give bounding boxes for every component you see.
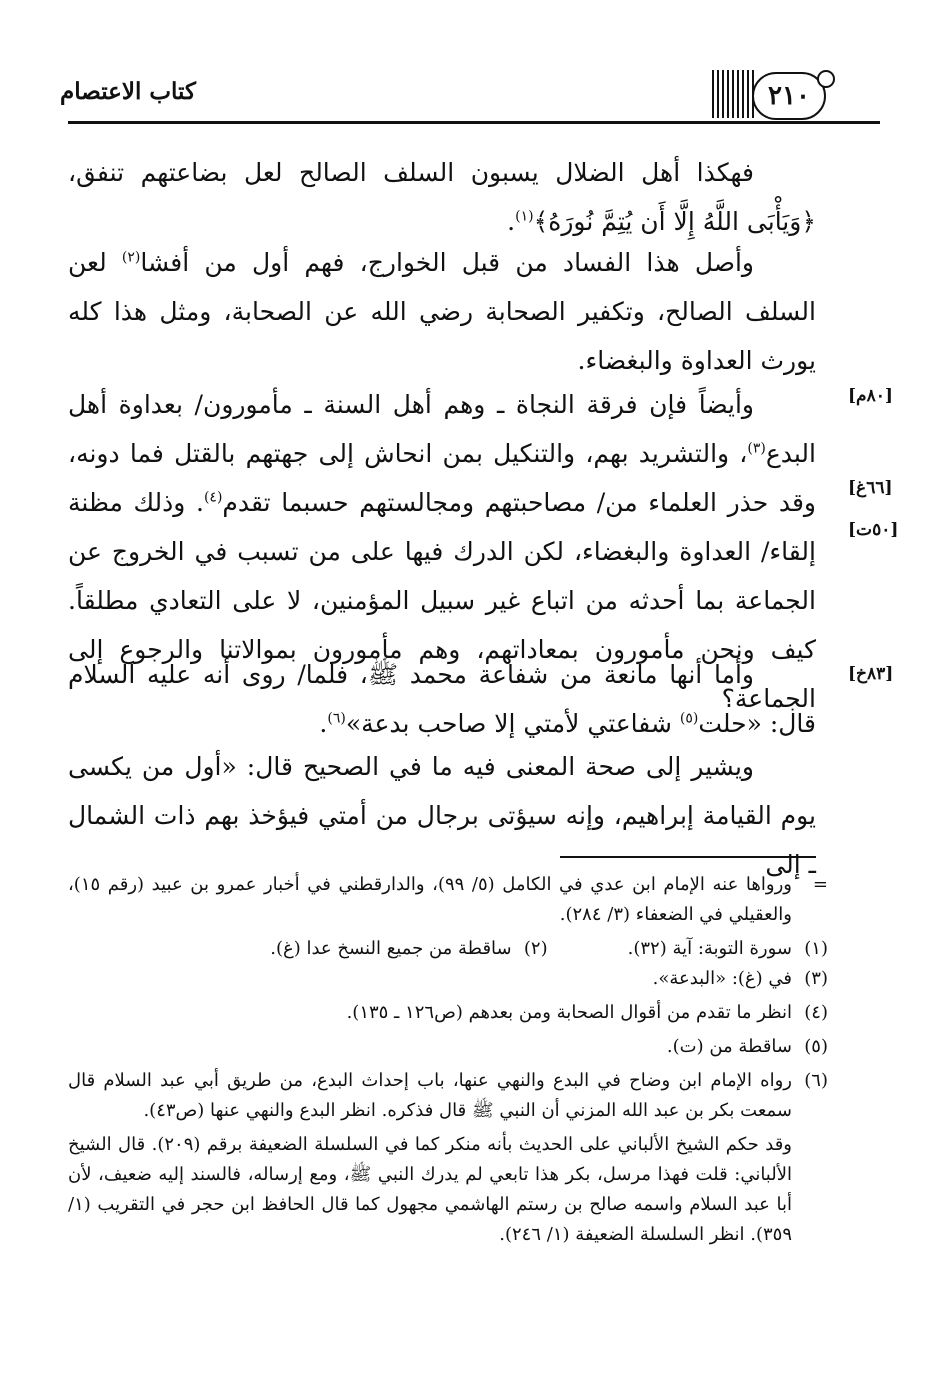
paragraph-text: . [507, 207, 516, 236]
footnote-row [68, 934, 828, 964]
paragraph-text: لعن السلف الصالح، وتكفير الصحابة رضي الله عن الصحابة، ومثل هذا كله يورث العداوة والبغضاء. [68, 248, 816, 375]
footnote-ref: (٢) [121, 249, 141, 266]
footnote-ref: (١) [515, 208, 534, 225]
footnote-number: (٥) [804, 1036, 828, 1057]
footnote-ref: (٣) [747, 440, 766, 457]
footnote-text: ساقطة من (ت). [666, 1036, 792, 1057]
footnote-text: ورواها عنه الإمام ابن عدي في الكامل (٥/ ٩٩)، والدارقطني في أخبار عمرو بن عبيد (رقم ١٥)، والعقيلي في الضعفاء (٣/ ٢٨٤). [68, 874, 792, 925]
footnote-ref: (٤) [203, 489, 223, 506]
margin-note: [٨٣خ] [848, 664, 894, 684]
footnote-row [68, 1066, 828, 1126]
footnote-ref: (٥) [679, 710, 699, 727]
footnote-separator [560, 856, 816, 858]
footnote-number: (٤) [804, 1002, 828, 1023]
footnote-marker: = [812, 874, 828, 895]
paragraph-1 [68, 148, 816, 246]
paragraph-2 [68, 238, 816, 385]
footnote-continuation [68, 870, 828, 930]
paragraph-text: . وذلك مظنة إلقاء/ العداوة والبغضاء، لكن الدرك فيها على من تسبب في الخروج عن الجماعة بما أحدثه من اتباع غير سبيل المؤمنين، لا على التعادي مطلقاً. كيف ونحن مأمورون بمعاداتهم، وهم مأمورون بموالاتنا والرجوع إلى الجماعة؟ [68, 488, 816, 713]
paragraph-text: . [319, 709, 328, 738]
paragraph-text: وأصل هذا الفساد من قبل الخوارج، فهم أول من أفشا [140, 248, 755, 277]
footnotes [68, 870, 828, 1250]
paragraph-text: وأيضاً فإن فرقة النجاة ـ وهم أهل السنة ـ مأمورون/ بعداوة أهل البدع [68, 390, 816, 468]
header-ornament [712, 70, 756, 118]
footnote-row [68, 964, 828, 994]
running-header-title: كتاب الاعتصام [60, 78, 196, 105]
paragraph-text: ، والتشريد بهم، والتنكيل بمن انحاش إلى جهتهم بالقتل فما دونه، وقد حذر العلماء من/ مصاحبتهم ومجالستهم حسبما تقدم [68, 439, 816, 517]
paragraph-text: ويشير إلى صحة المعنى فيه ما في الصحيح قال: «أول من يكسى يوم القيامة إبراهيم، وإنه سيؤتى برجال من أمتي فيؤخذ بهم ذات الشمال ـ إلى [68, 752, 816, 879]
paragraph-4 [68, 650, 816, 748]
footnote-ref: (٦) [327, 710, 346, 727]
paragraph-text: وأما أنها مانعة من شفاعة محمد ﷺ، فلما/ روى أنه عليه السلام قال: «حلت [68, 660, 816, 738]
header-ornament-dot [817, 70, 835, 88]
margin-note: [٨٠م] [848, 386, 893, 406]
footnote-text: ساقطة من جميع النسخ عدا (غ). [270, 938, 512, 959]
footnote-number: (٢) [523, 938, 548, 959]
footnote-row [68, 998, 828, 1028]
margin-note: [٥٠ت] [848, 520, 899, 540]
footnote-row [68, 1032, 828, 1062]
header-rule [68, 121, 880, 124]
margin-note: [٦٦غ] [848, 478, 893, 498]
footnote-number: (٦) [804, 1070, 828, 1091]
footnote-text: وقد حكم الشيخ الألباني على الحديث بأنه منكر كما في السلسلة الضعيفة برقم (٢٠٩). قال الشيخ الألباني: قلت فهذا مرسل، بكر هذا تابعي لم يدرك النبي ﷺ، ومع إرساله، فالسند إليه ضعيف، لأن أبا عبد السلام واسمه صالح بن رستم الهاشمي مجهول كما قال الحافظ ابن حجر في التقريب (١/ ٣٥٩). انظر السلسلة الضعيفة (١/ ٢٤٦). [68, 1134, 792, 1245]
footnote-number: (٣) [804, 968, 828, 989]
paragraph-text: شفاعتي لأمتي إلا صاحب بدعة» [345, 709, 680, 738]
page-number: ٢١٠ [752, 72, 826, 120]
paragraph-text: فهكذا أهل الضلال يسبون السلف الصالح لعل بضاعتهم تنفق، ﴿وَيَأْبَى اللَّهُ إِلَّا أَن يُتِمَّ نُورَهُ﴾ [68, 158, 816, 236]
footnote-text: سورة التوبة: آية (٣٢). [627, 938, 792, 959]
paragraph-5 [68, 742, 816, 889]
footnote-text: رواه الإمام ابن وضاح في البدع والنهي عنها، باب إحداث البدع، من طريق أبي عبد السلام قال سمعت بكر بن عبد الله المزني أن النبي ﷺ قال فذكره. انظر البدع والنهي عنها (ص٤٣). [68, 1070, 792, 1121]
footnote-text: انظر ما تقدم من أقوال الصحابة ومن بعدهم (ص١٢٦ ـ ١٣٥). [346, 1002, 792, 1023]
footnote-number: (١) [804, 938, 828, 959]
footnote-text: في (غ): «البدعة». [652, 968, 792, 989]
